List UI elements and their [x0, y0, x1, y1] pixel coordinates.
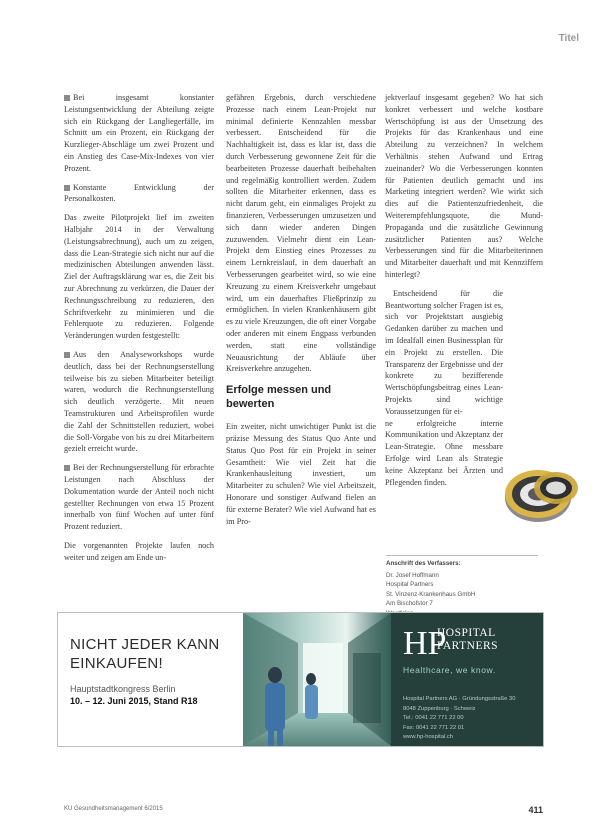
coin-illustration — [498, 450, 584, 530]
contact-link[interactable]: www.hp-hospital.ch — [403, 734, 453, 741]
contact-line: Tel.: 0041 22 771 22 00 — [403, 715, 464, 722]
bullet-icon — [64, 465, 70, 471]
bullet-icon — [64, 185, 70, 191]
ad-event: Hauptstadtkongress Berlin — [70, 684, 176, 694]
paragraph — [64, 92, 214, 175]
author-line: Dr. Josef Hoffmann — [386, 571, 439, 579]
contact-line: Fax: 0041 22 771 22 01 — [403, 724, 465, 731]
hp-logo: HP — [403, 625, 447, 662]
paragraph — [64, 462, 214, 533]
ad-dates: 10. – 12. Juni 2015, Stand R18 — [70, 696, 198, 706]
footer-publication: KU Gesundheitsmanagement 6/2015 — [64, 806, 163, 812]
author-line: Am Bischofstor 7 — [386, 600, 433, 608]
subheading: Erfolge messen und bewerten — [226, 384, 332, 411]
paragraph: ne erfolgreiche interne Kommunikation und Akzeptanz der Lean-Strategie. Ohne messbare Erfolge wird Lean als Strategie keine Akzeptanz bei Ärzten und Pflegenden finden. — [385, 418, 503, 487]
article-column-1 — [64, 92, 214, 570]
paragraph — [64, 349, 214, 455]
paragraph: Die vorgenannten Projekte laufen noch weiter und zeigen am Ende un- — [64, 540, 214, 562]
brand-name — [437, 627, 498, 653]
paragraph: gefähren Ergebnis, durch verschiedene Prozesse nach einem Lean-Projekt nur minimal definierte Kennzahlen messbar verbessert. Entscheidend für die Nachhaltigkeit ist, dass es klar ist, dass die durch Verbesserung gewonnene Zeit für die bearbeiteten Prozesse dauerhaft beibehalten und regelmäßig kontrolliert werden. Zudem sollten die Mitarbeiter erkennen, dass es nicht darum geht, ein einmaliges Projekt zu finanzieren, Verbesserungen umzusetzen und sich dann wieder anderen Dingen zuzuwenden. Vielmehr dient ein Lean-Projekt dem Einstieg eines Prozesses zu einem Lernkreislauf, in dem dauerhaft an Verbesserungen gearbeitet wird, so wie eine Kreuzung zu einem Kreisverkehr umgebaut wird, um ein dauerhaftes Fließprinzip zu ermöglichen. In vielen Krankenhäusern gibt es zu viele Kreuzungen, die oft einer Vorgabe oder anderen mit einem Engpass verbunden werden, statt eine vollständige Neuausrichtung der Abläufe über Kreisverkehre anzugehen. — [226, 93, 376, 374]
ad-headline-line: NICHT JEDER KANN — [70, 636, 220, 653]
bullet-icon — [64, 352, 70, 358]
ad-headline — [70, 635, 220, 673]
author-line: St. Vinzenz-Krankenhaus GmbH — [386, 590, 476, 598]
contact-line: Hospital Partners AG · Gründungsstraße 30 — [403, 696, 516, 702]
ad-brand-panel — [391, 613, 544, 746]
brand-tagline: Healthcare, we know. — [403, 665, 496, 675]
ad-headline-line: EINKAUFEN! — [70, 655, 164, 672]
author-heading: Anschrift des Verfassers: — [386, 560, 461, 567]
paragraph — [64, 182, 214, 206]
paragraph-text: Aus den Analyseworkshops wurde deutlich, dass bei der Rechnungserstellung teilweise bis zu sieben Mitarbeiter beteiligt waren, wodurch die Rechnungserstellung sich deutlich verzögerte. Mit neuen Teamstrukturen und Arbeitsprofilen wurde die Zahl der Schnittstellen reduziert, wobei die Soll-Vorgabe von bis zu drei Mitarbeitern gezielt erreicht wurde. — [64, 349, 214, 454]
bullet-icon — [64, 95, 70, 101]
contact-line: 8048 Zuppenburg · Schweiz — [403, 705, 476, 712]
author-line: Hospital Partners — [386, 581, 434, 589]
paragraph-text: Bei der Rechnungserstellung für erbrachte Leistungen nach Abschluss der Dokumentation wurde der Anteil noch nicht gestellter Rechnungen von etwa 15 Prozent innerhalb von fünf Wochen auf unter fünf Prozent reduziert. — [64, 463, 214, 532]
paragraph-text: Bei insgesamt konstanter Leistungsentwicklung der Abteilung zeigte sich ein Rückgang der Langliegerfälle, im Schnitt um ein Prozent, ein Rückgang der Kurzlieger-Abschläge um zwei Prozent und ein Anstieg des Case-Mix-Indexes von vier Prozent. — [64, 93, 214, 173]
paragraph-text: Konstante Entwicklung der Personalkosten. — [64, 182, 214, 204]
hospital-corridor-photo — [243, 613, 391, 746]
paragraph: Das zweite Pilotprojekt lief im zweiten Halbjahr 2014 in der Verwaltung (Leistungsabrechnung), auch um zu zeigen, dass die Lean-Strategie sich nicht nur auf die medizinischen Abteilungen anwenden lässt. Ziel der Auftragsklärung war es, die Zeit bis zur Abrechnung zu verkürzen, die Dauer der Rechnungsschreibung zu reduzieren, den Schriftverkehr zu minimieren und die Fehlerquote zu reduzieren. Folgende Veränderungen wurden festgestellt: — [64, 213, 214, 341]
paragraph: Entscheidend für die Beantwortung solcher Fragen ist es, sich vor Projektstart ausgiebig Gedanken darüber zu machen und im Idealfall einen Businessplan für ein Projekt zu erstellen. Die Transparenz der Ergebnisse und der konkrete zu bezifferende Wertschöpfungsbeitrag eines Lean-Projekts sind wichtige Voraussetzungen für ei- — [385, 288, 503, 416]
paragraph: Ein zweiter, nicht unwichtiger Punkt ist die präzise Messung des Status Quo Ante und Status Quo Post für ein Projekt in seiner Gesamtheit: Wie viel Zeit hat die Krankenhausleitung investiert, um Mitarbeiter zu schulen? Wie viel Arbeitszeit, Honorare und sonstiger Aufwand fielen an für externe Berater? Wie viel Aufwand hat es im Pro- — [226, 422, 376, 526]
brand-line: HOSPITAL — [437, 627, 496, 639]
brand-line: PARTNERS — [437, 640, 499, 652]
article-column-3 — [385, 92, 543, 495]
section-tag: Titel — [558, 33, 579, 44]
ad-text-panel — [58, 613, 243, 746]
paragraph: jektverlauf insgesamt gegeben? Wo hat sich konkret verbessert und welche kostbare Wertschöpfung ist aus der Umsetzung des Projekts für das Krankenhaus und eine Abteilung zu verzeichnen? In welchem Verhältnis stehen Aufwand und Ertrag zueinander? Wo die Verbesserungen konnten für Patienten deutlich gemacht und ins Marketing integriert werden? Wie wirkt sich dies auf die Patientenzufriedenheit, die Weiterempfehlungsquote, die Mund-Propaganda und die zusätzliche Gewinnung zusätzlicher Patienten aus? Welche Verbesserungen sind für die Mitarbeiterinnen und Mitarbeiter dauerhaft und mit Kennziffern hinterlegt? — [385, 93, 543, 279]
page-number: 411 — [528, 805, 543, 815]
brand-contact — [403, 695, 515, 743]
advertisement[interactable] — [57, 612, 544, 747]
article-column-2 — [226, 92, 376, 534]
